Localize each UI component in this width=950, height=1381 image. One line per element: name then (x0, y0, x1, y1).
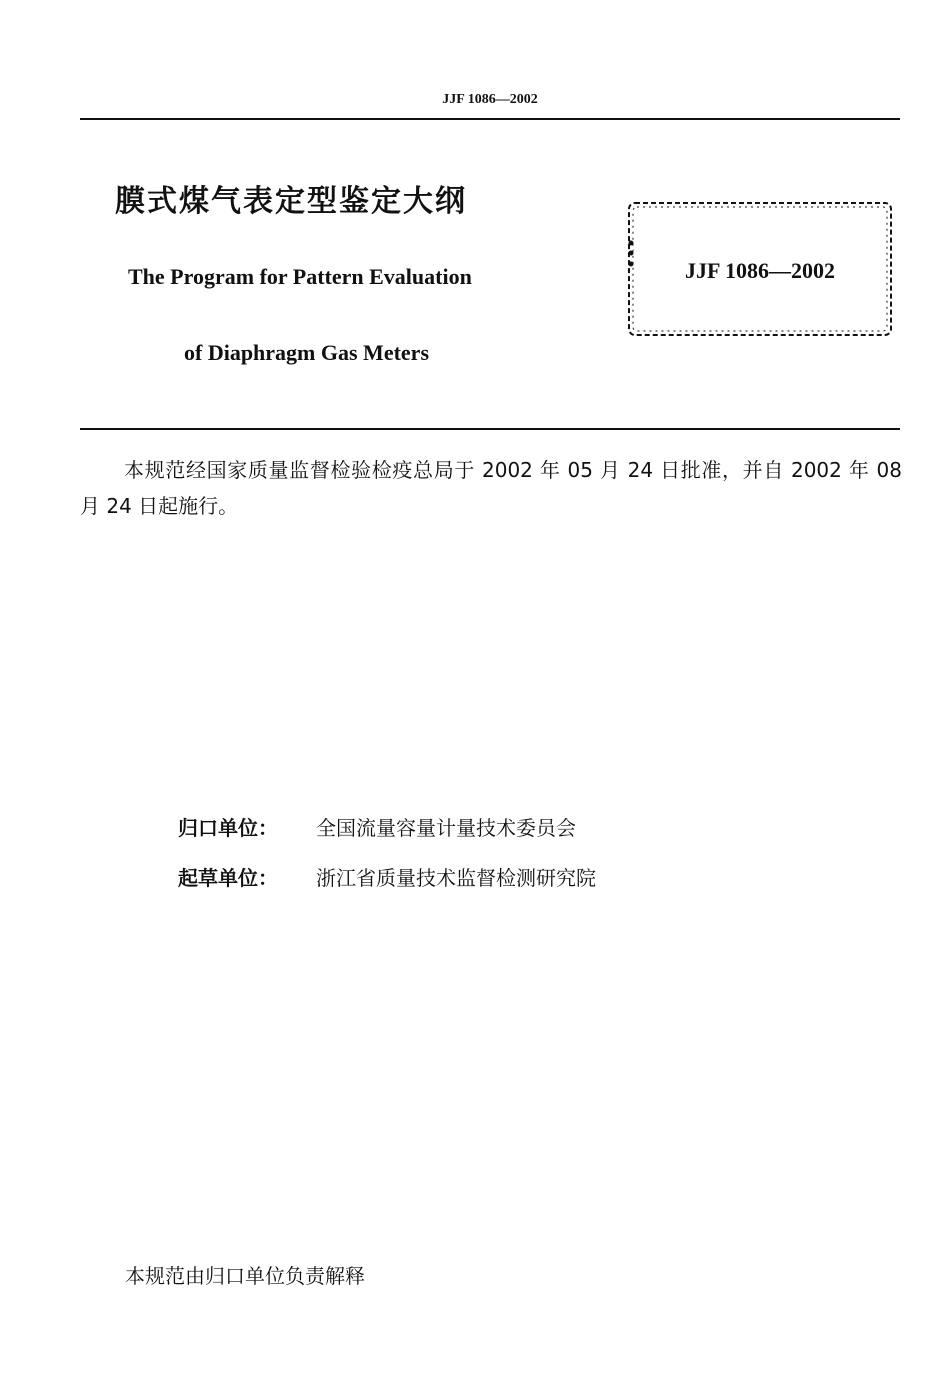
organization-label: 归口单位： (178, 816, 278, 840)
title-chinese: 膜式煤气表定型鉴定大纲 (115, 184, 467, 219)
organization-row (178, 862, 596, 891)
header-rule (80, 118, 900, 120)
document-code-header: JJF 1086—2002 (442, 92, 538, 107)
title-english-line1: The Program for Pattern Evaluation (128, 264, 472, 289)
organization-value: 浙江省质量技术监督检测研究院 (316, 866, 596, 890)
title-english-line2: of Diaphragm Gas Meters (184, 340, 430, 365)
organization-row (178, 812, 576, 841)
footer-note: 本规范由归口单位负责解释 (125, 1264, 365, 1288)
section-rule (80, 428, 900, 430)
organization-value: 全国流量容量计量技术委员会 (316, 816, 576, 840)
approval-statement: 本规范经国家质量监督检验检疫总局于 2002 年 05 月 24 日批准，并自 2002 年 08 月 24 日起施行。 (80, 458, 902, 518)
stamp-code: JJF 1086—2002 (684, 258, 836, 283)
code-stamp-box (625, 198, 895, 340)
organization-label: 起草单位： (178, 866, 278, 890)
